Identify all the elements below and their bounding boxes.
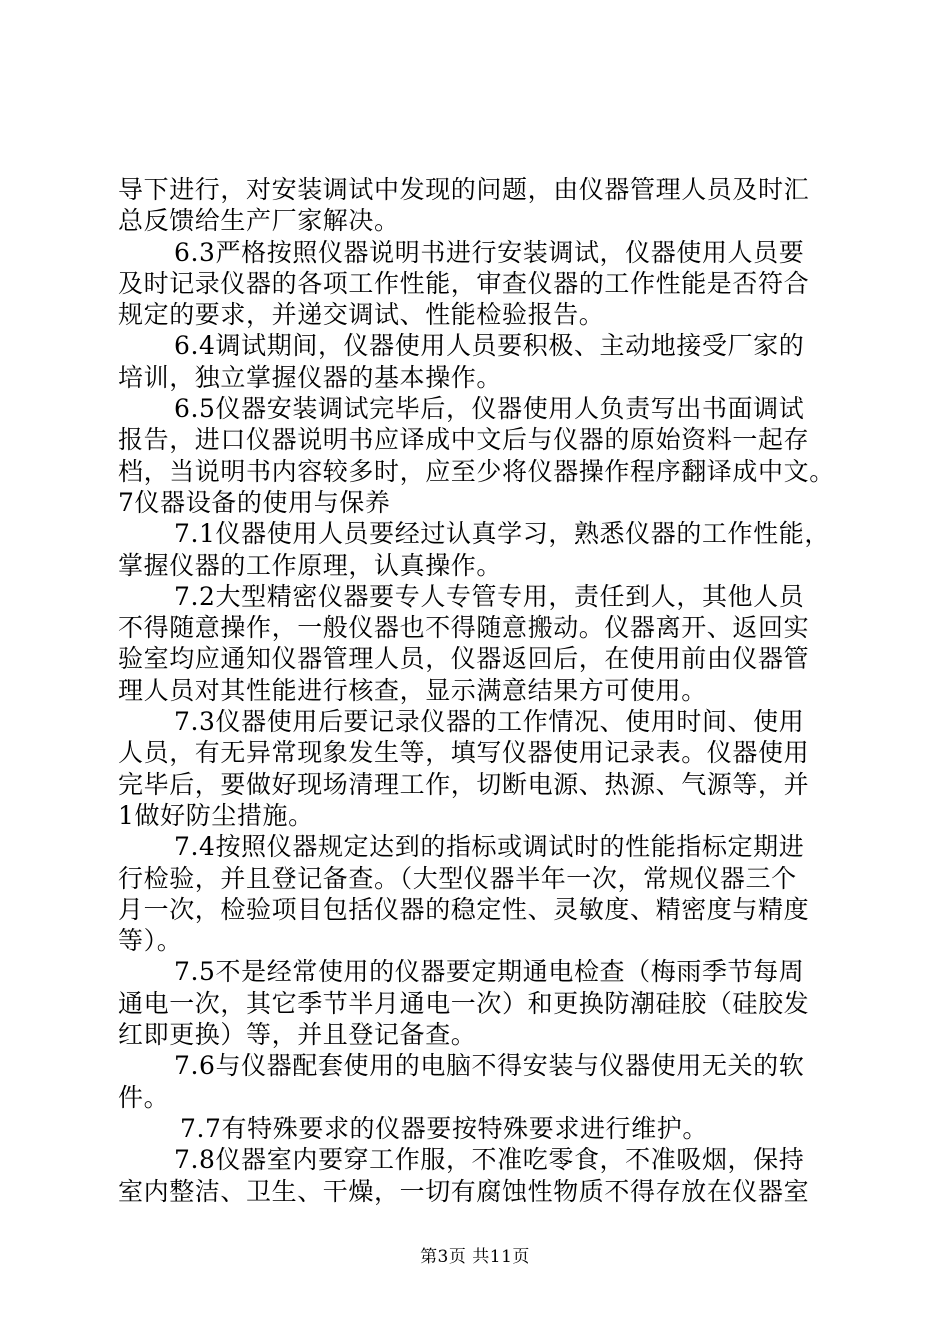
text-line: 室内整洁、卫生、干燥，一切有腐蚀性物质不得存放在仪器室 [118,1176,810,1206]
document-body [118,174,833,1207]
text-line: 及时记录仪器的各项工作性能，审查仪器的工作性能是否符合 [118,268,810,298]
page-footer [0,1242,950,1267]
page-number: 第3页 共11页 [420,1247,530,1267]
text-line: 月一次，检验项目包括仪器的稳定性、灵敏度、精密度与精度 [118,894,810,924]
text-line: 人员，有无异常现象发生等，填写仪器使用记录表。仪器使用 [118,738,810,768]
text-line: 导下进行，对安装调试中发现的问题，由仪器管理人员及时汇 [118,175,810,204]
text-line: 7.1仪器使用人员要经过认真学习，熟悉仪器的工作性能， [174,519,830,549]
text-line: 通电一次，其它季节半月通电一次）和更换防潮硅胶（硅胶发 [118,988,810,1018]
text-line: 1做好防尘措施。 [118,800,314,830]
text-line: 等）。 [118,926,183,956]
text-line: 6.5仪器安装调试完毕后，仪器使用人负责写出书面调试 [174,394,805,424]
text-line: 行检验，并且登记备查。（大型仪器半年一次，常规仪器三个 [118,863,797,893]
text-line: 6.3严格按照仪器说明书进行安装调试，仪器使用人员要 [174,237,805,267]
text-line: 完毕后，要做好现场清理工作，切断电源、热源、气源等，并 [118,769,810,799]
text-line: 7.5不是经常使用的仪器要定期通电检查（梅雨季节每周 [174,957,805,987]
section-heading: 7仪器设备的使用与保养 [118,487,391,517]
text-line: 7.8仪器室内要穿工作服，不准吃零食，不准吸烟，保持 [174,1145,805,1175]
text-line: 总反馈给生产厂家解决。 [118,206,400,236]
text-line: 报告，进口仪器说明书应译成中文后与仪器的原始资料一起存 [118,425,810,455]
text-line: 培训，独立掌握仪器的基本操作。 [118,362,503,392]
text-line: 7.7有特殊要求的仪器要按特殊要求进行维护。 [180,1113,708,1143]
text-line: 掌握仪器的工作原理，认真操作。 [118,550,503,580]
text-line: 7.2大型精密仪器要专人专管专用，责任到人，其他人员 [174,581,805,611]
text-line: 理人员对其性能进行核查，显示满意结果方可使用。 [118,675,707,705]
text-line: 规定的要求，并递交调试、性能检验报告。 [118,300,605,330]
text-line: 6.4调试期间，仪器使用人员要积极、主动地接受厂家的 [174,331,805,361]
text-line: 验室均应通知仪器管理人员，仪器返回后，在使用前由仪器管 [118,644,810,674]
text-line: 7.6与仪器配套使用的电脑不得安装与仪器使用无关的软 [174,1051,805,1081]
text-line: 红即更换）等，并且登记备查。 [118,1020,477,1050]
text-line: 件。 [118,1082,170,1112]
text-line: 7.3仪器使用后要记录仪器的工作情况、使用时间、使用 [174,707,805,737]
text-line: 7.4按照仪器规定达到的指标或调试时的性能指标定期进 [174,832,805,862]
text-line: 不得随意操作，一般仪器也不得随意搬动。仪器离开、返回实 [118,613,810,643]
text-line: 档，当说明书内容较多时，应至少将仪器操作程序翻译成中文。 [118,456,835,486]
